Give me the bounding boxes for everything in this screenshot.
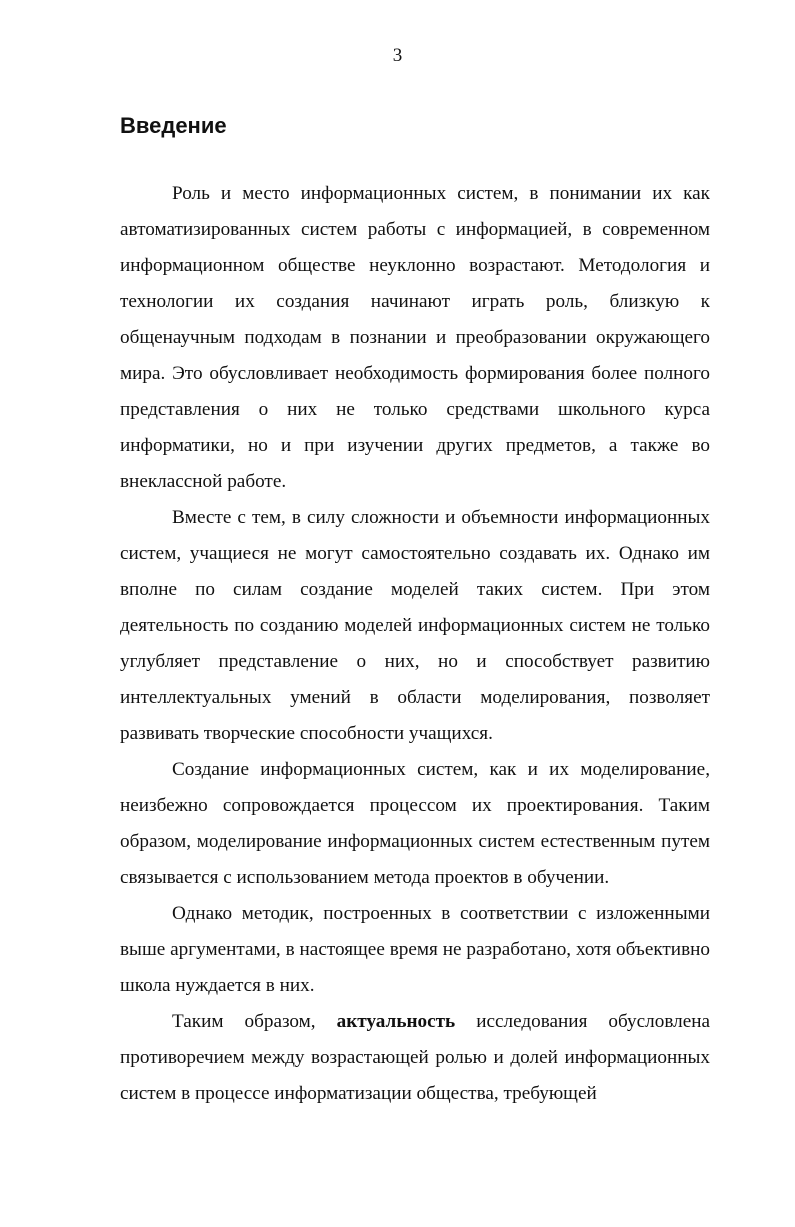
body-text [120,176,710,1112]
section-heading: Введение [120,113,227,138]
paragraph-5 [120,1004,710,1112]
paragraph-5-prefix: Таким образом, [172,1011,316,1032]
keyword-actuality: актуальность [336,1011,456,1032]
paragraph-3: Создание информационных систем, как и их моделирование, неизбежно сопровождается процессом их проектирования. Таким образом, моделирование информационных систем естественным путем связывается с использованием метода проектов в обучении. [120,759,710,888]
paragraph-2: Вместе с тем, в силу сложности и объемности информационных систем, учащиеся не могут самостоятельно создавать их. Однако им вполне по силам создание моделей таких систем. При этом деятельность по созданию моделей информационных систем не только углубляет представление о них, но и способствует развитию интеллектуальных умений в области моделирования, позволяет развивать творческие способности учащихся. [120,507,710,744]
paragraph-1: Роль и место информационных систем, в понимании их как автоматизированных систем работы с информацией, в современном информационном обществе неуклонно возрастают. Методология и технологии их создания начинают играть роль, близкую к общенаучным подходам в познании и преобразовании окружающего мира. Это обусловливает необходимость формирования более полного представления о них не только средствами школьного курса информатики, но и при изучении других предметов, а также во внеклассной работе. [120,183,710,492]
page-number: 3 [392,45,403,66]
paragraph-5-suffix: исследования обусловлена противоречием между возрастающей ролью и долей информационных систем в процессе информатизации общества, требующей [120,1011,710,1104]
paragraph-4: Однако методик, построенных в соответствии с изложенными выше аргументами, в настоящее время не разработано, хотя объективно школа нуждается в них. [120,903,710,996]
